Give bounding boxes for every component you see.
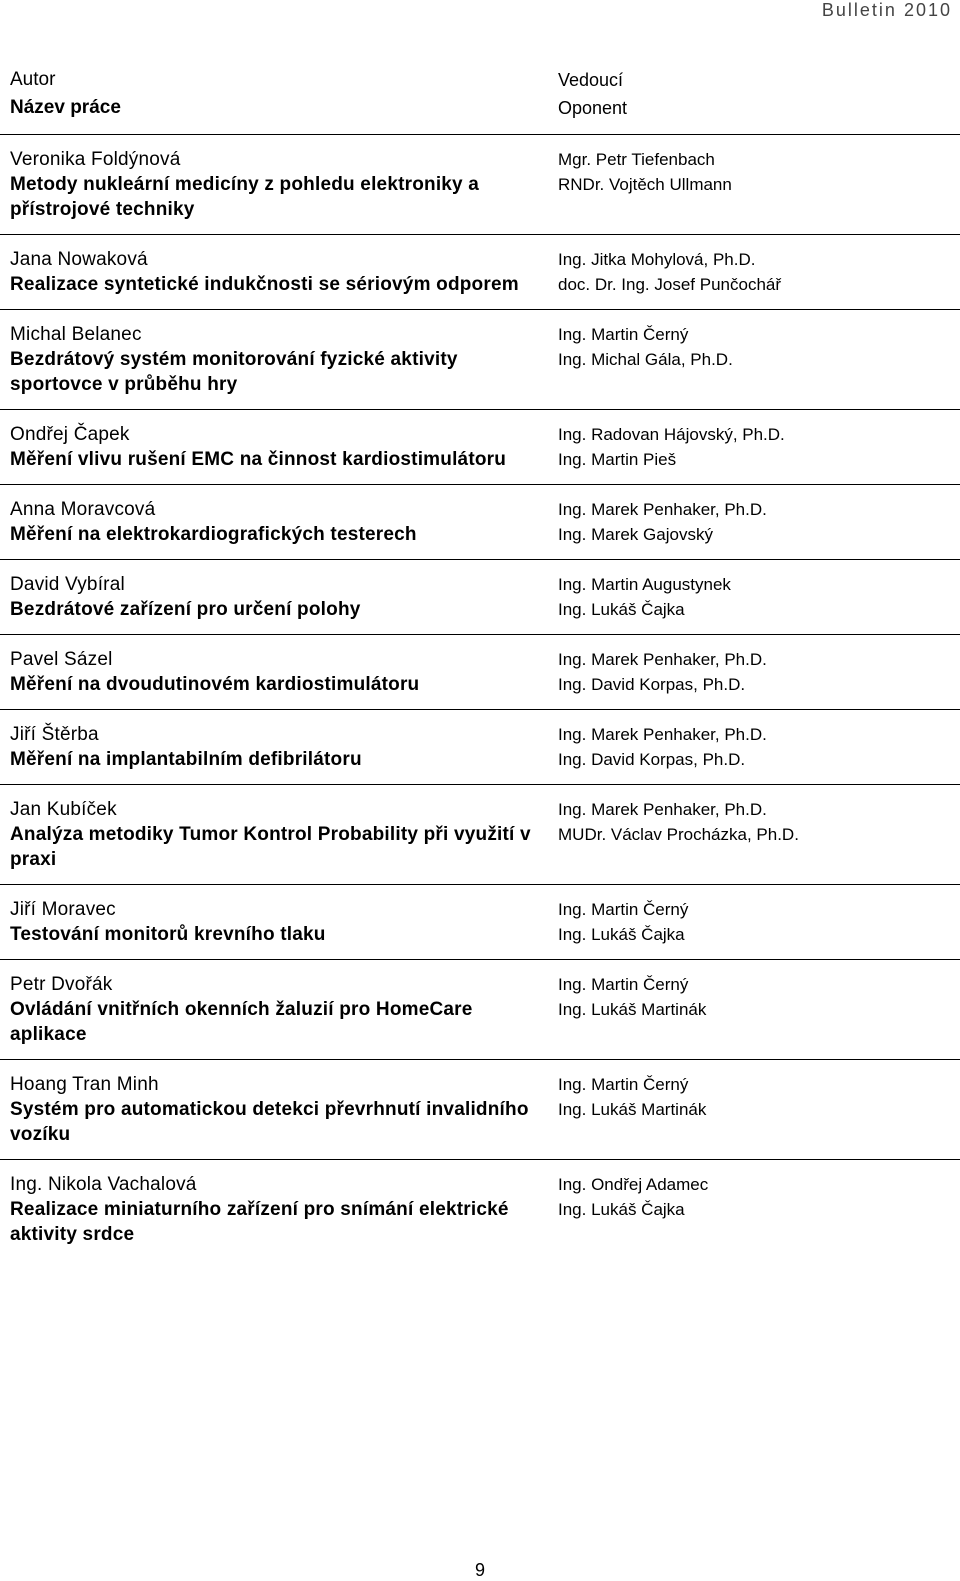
- author-name: Jiří Moravec: [10, 899, 116, 920]
- column-header-supervisor: Vedoucí: [558, 70, 624, 90]
- column-header-author: Autor: [10, 69, 56, 90]
- thesis-title: Měření na elektrokardiografických testerech: [10, 524, 417, 545]
- thesis-title: Ovládání vnitřních okenních žaluzií pro HomeCare aplikace: [10, 999, 473, 1045]
- author-name: Anna Moravcová: [10, 499, 156, 520]
- thesis-title: Měření na implantabilním defibrilátoru: [10, 749, 362, 770]
- table-row: [0, 235, 960, 310]
- thesis-title: Realizace miniaturního zařízení pro snímání elektrické aktivity srdce: [10, 1199, 509, 1245]
- thesis-title: Analýza metodiky Tumor Kontrol Probability při využití v praxi: [10, 824, 531, 870]
- table-row: [0, 485, 960, 560]
- table-row: [0, 785, 960, 885]
- thesis-title: Měření na dvoudutinovém kardiostimulátoru: [10, 674, 420, 695]
- supervisor-name: Ing. Radovan Hájovský, Ph.D.: [558, 425, 785, 444]
- thesis-title: Bezdrátové zařízení pro určení polohy: [10, 599, 361, 620]
- author-name: Petr Dvořák: [10, 974, 113, 995]
- table-row: [0, 1060, 960, 1160]
- supervisor-name: Mgr. Petr Tiefenbach: [558, 150, 715, 169]
- table-header-row: [0, 58, 960, 135]
- thesis-title: Metody nukleární medicíny z pohledu elektroniky a přístrojové techniky: [10, 174, 480, 220]
- supervisor-name: Ing. Martin Augustynek: [558, 575, 731, 594]
- table-row: [0, 310, 960, 410]
- supervisor-name: Ing. Martin Černý: [558, 900, 689, 919]
- supervisor-name: Ing. Martin Černý: [558, 1075, 689, 1094]
- author-name: Jiří Štěrba: [10, 724, 99, 745]
- author-name: Jan Kubíček: [10, 799, 117, 820]
- opponent-name: Ing. Marek Gajovský: [558, 525, 713, 544]
- column-header-title: Název práce: [10, 97, 121, 118]
- page-number: 9: [474, 1560, 485, 1580]
- opponent-name: Ing. Michal Gála, Ph.D.: [558, 350, 733, 369]
- header-left-cell: [0, 58, 550, 135]
- table-row: [0, 410, 960, 485]
- supervisor-name: Ing. Jitka Mohylová, Ph.D.: [558, 250, 756, 269]
- author-name: Ondřej Čapek: [10, 424, 130, 445]
- thesis-title: Testování monitorů krevního tlaku: [10, 924, 326, 945]
- table-row: [0, 635, 960, 710]
- author-name: Ing. Nikola Vachalová: [10, 1174, 197, 1195]
- author-name: David Vybíral: [10, 574, 125, 595]
- header-right-cell: [550, 58, 960, 135]
- supervisor-name: Ing. Marek Penhaker, Ph.D.: [558, 725, 767, 744]
- table-row: [0, 885, 960, 960]
- thesis-title: Bezdrátový systém monitorování fyzické aktivity sportovce v průběhu hry: [10, 349, 458, 395]
- table-row: [0, 135, 960, 235]
- opponent-name: Ing. Lukáš Martinák: [558, 1000, 707, 1019]
- opponent-name: RNDr. Vojtěch Ullmann: [558, 175, 732, 194]
- supervisor-name: Ing. Marek Penhaker, Ph.D.: [558, 800, 767, 819]
- column-header-opponent: Oponent: [558, 98, 628, 118]
- opponent-name: Ing. David Korpas, Ph.D.: [558, 675, 746, 694]
- thesis-table: [0, 58, 960, 1259]
- opponent-name: Ing. Lukáš Martinák: [558, 1100, 707, 1119]
- thesis-title: Realizace syntetické indukčnosti se sériovým odporem: [10, 274, 519, 295]
- opponent-name: Ing. Lukáš Čajka: [558, 600, 685, 619]
- opponent-name: Ing. Martin Pieš: [558, 450, 677, 469]
- bulletin-header: Bulletin 2010: [821, 0, 952, 20]
- author-name: Jana Nowaková: [10, 249, 148, 270]
- author-name: Veronika Foldýnová: [10, 149, 181, 170]
- supervisor-name: Ing. Ondřej Adamec: [558, 1175, 709, 1194]
- thesis-title: Měření vlivu rušení EMC na činnost kardiostimulátoru: [10, 449, 507, 470]
- table-row: [0, 1160, 960, 1260]
- opponent-name: Ing. David Korpas, Ph.D.: [558, 750, 746, 769]
- opponent-name: Ing. Lukáš Čajka: [558, 1200, 685, 1219]
- opponent-name: MUDr. Václav Procházka, Ph.D.: [558, 825, 799, 844]
- table-row: [0, 960, 960, 1060]
- supervisor-name: Ing. Martin Černý: [558, 975, 689, 994]
- opponent-name: doc. Dr. Ing. Josef Punčochář: [558, 275, 782, 294]
- opponent-name: Ing. Lukáš Čajka: [558, 925, 685, 944]
- thesis-title: Systém pro automatickou detekci převrhnutí invalidního vozíku: [10, 1099, 529, 1145]
- supervisor-name: Ing. Marek Penhaker, Ph.D.: [558, 650, 767, 669]
- author-name: Pavel Sázel: [10, 649, 113, 670]
- author-name: Hoang Tran Minh: [10, 1074, 159, 1095]
- author-name: Michal Belanec: [10, 324, 142, 345]
- table-row: [0, 560, 960, 635]
- supervisor-name: Ing. Martin Černý: [558, 325, 689, 344]
- table-row: [0, 710, 960, 785]
- supervisor-name: Ing. Marek Penhaker, Ph.D.: [558, 500, 767, 519]
